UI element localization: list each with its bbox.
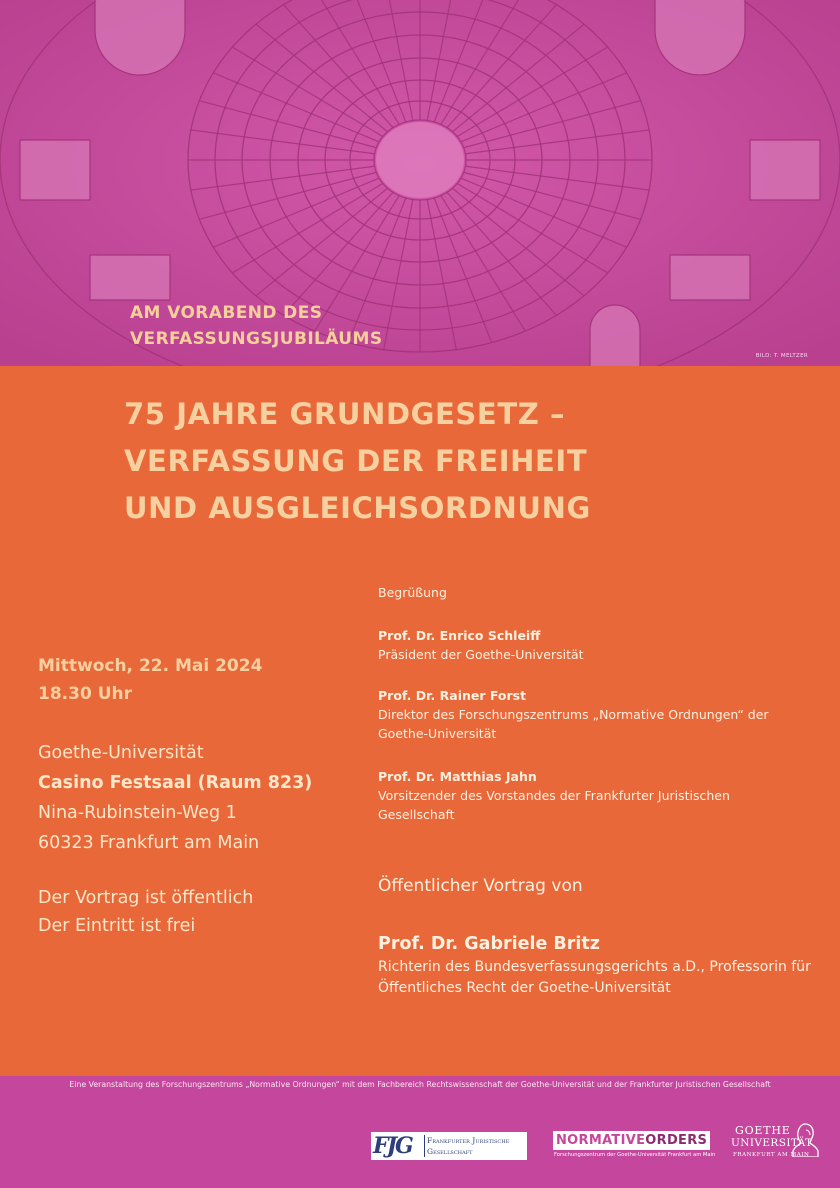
- venue-city: 60323 Frankfurt am Main: [38, 833, 260, 853]
- kicker-line-1: AM VORABEND DES: [130, 303, 323, 323]
- orders-word: ORDERS: [645, 1133, 708, 1148]
- speaker-name: Prof. Dr. Enrico Schleiff: [378, 628, 541, 643]
- photo-credit: BILD: T. MELTZER: [755, 353, 808, 359]
- venue-institution: Goethe-Universität: [38, 743, 204, 763]
- header-image: [0, 0, 840, 366]
- speaker-2: [378, 686, 788, 743]
- speaker-role: Direktor des Forschungszentrums „Normative Ordnungen“ der Goethe-Universität: [378, 707, 769, 741]
- kicker-line-2: VERFASSUNGSJUBILÄUMS: [130, 329, 383, 349]
- event-title: [124, 391, 591, 532]
- normative-orders-subtitle: Forschungszentrum der Goethe-Universität Frankfurt am Main: [554, 1152, 716, 1158]
- organizer-note: Eine Veranstaltung des Forschungszentrums „Normative Ordnungen“ mit dem Fachbereich Rechtswissenschaft der Goethe-Universität und der Frankfurter Juristischen Gesellschaft: [69, 1080, 771, 1089]
- dome-illustration: [0, 0, 840, 366]
- title-line-2: VERFASSUNG DER FREIHEIT: [124, 444, 588, 478]
- title-line-1: 75 JAHRE GRUNDGESETZ –: [124, 397, 566, 431]
- venue-room: Casino Festsaal (Raum 823): [38, 773, 313, 793]
- fjg-divider: [424, 1135, 425, 1157]
- goethe-word: GOETHE: [735, 1124, 791, 1137]
- lecture-label: Öffentlicher Vortrag von: [378, 876, 583, 896]
- speaker-name: Prof. Dr. Matthias Jahn: [378, 769, 537, 784]
- universitaet-word: UNIVERSITÄT: [731, 1137, 813, 1149]
- keynote-role: Richterin des Bundesverfassungsgerichts a.D., Professorin für Öffentliches Recht der Goethe-Universität: [378, 959, 811, 996]
- fjg-line-1: Frankfurter Juristische: [427, 1136, 510, 1145]
- fjg-line-2: Gesellschaft: [427, 1147, 473, 1156]
- notice-public: Der Vortrag ist öffentlich: [38, 888, 254, 908]
- speaker-1: [378, 626, 584, 664]
- venue-street: Nina-Rubinstein-Weg 1: [38, 803, 237, 823]
- normative-orders-logo: [553, 1131, 716, 1163]
- keynote-name: Prof. Dr. Gabriele Britz: [378, 934, 600, 954]
- speaker-role: Präsident der Goethe-Universität: [378, 647, 584, 662]
- normative-orders-wordmark: [553, 1131, 710, 1150]
- event-venue: [38, 738, 312, 858]
- keynote-speaker: [378, 931, 818, 999]
- frankfurt-word: FRANKFURT AM MAIN: [733, 1152, 810, 1158]
- event-time: 18.30 Uhr: [38, 684, 132, 704]
- title-line-3: UND AUSGLEICHSORDNUNG: [124, 491, 591, 525]
- kicker: [130, 300, 382, 352]
- event-date: Mittwoch, 22. Mai 2024: [38, 656, 263, 676]
- speaker-name: Prof. Dr. Rainer Forst: [378, 688, 527, 703]
- goethe-bust-icon: [785, 1121, 821, 1157]
- fjg-logo: [371, 1132, 527, 1160]
- event-datetime: [38, 652, 262, 708]
- speaker-3: [378, 767, 788, 824]
- notice-free: Der Eintritt ist frei: [38, 916, 196, 936]
- greeting-label: Begrüßung: [378, 585, 447, 600]
- normative-word: NORMATIVE: [556, 1133, 646, 1148]
- admission-notice: [38, 884, 253, 940]
- speaker-role: Vorsitzender des Vorstandes der Frankfurter Juristischen Gesellschaft: [378, 788, 730, 822]
- fjg-wordmark: [427, 1135, 509, 1157]
- fjg-mark: FJG: [373, 1133, 412, 1159]
